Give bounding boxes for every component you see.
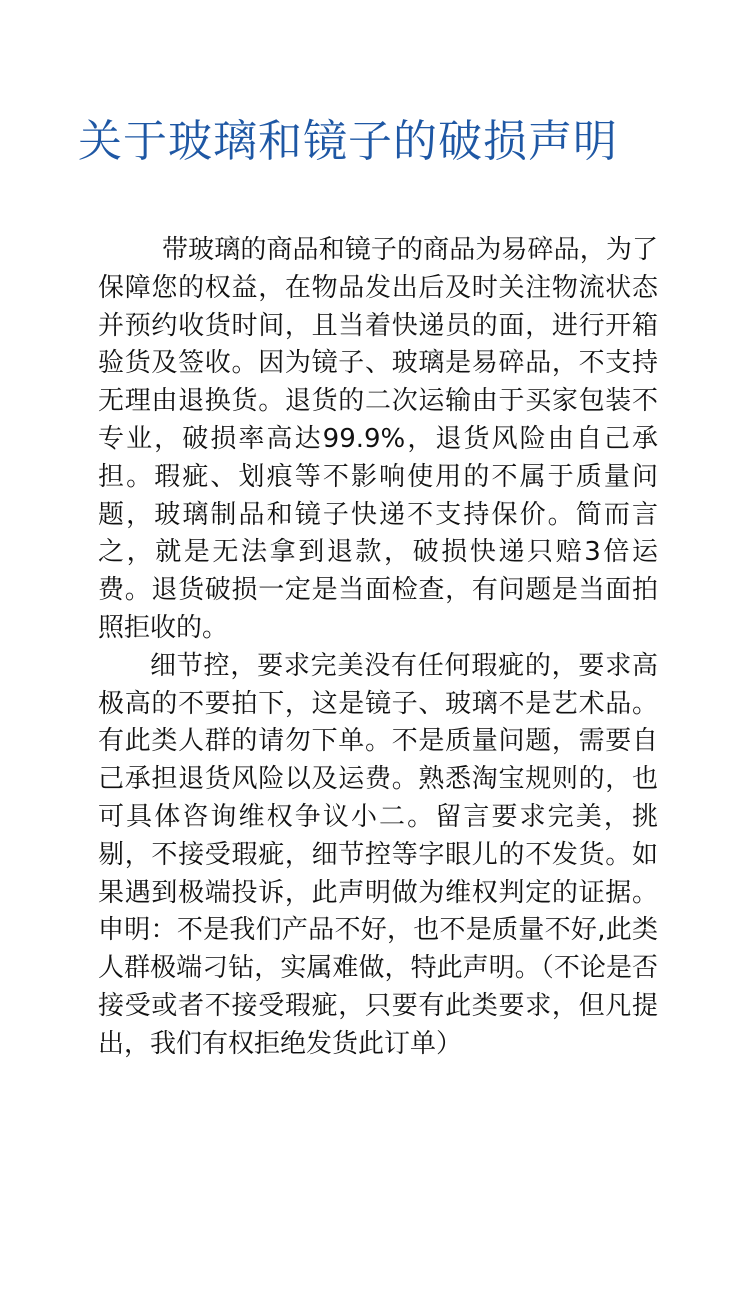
statement-body xyxy=(98,232,658,1064)
statement-paragraph-1: 带玻璃的商品和镜子的商品为易碎品，为了保障您的权益，在物品发出后及时关注物流状态并预约收货时间，且当着快递员的面，进行开箱验货及签收。因为镜子、玻璃是易碎品，不支持无理由退换货。退货的二次运输由于买家包装不专业，破损率高达99.9%，退货风险由自己承担。瑕疵、划痕等不影响使用的不属于质量问题，玻璃制品和镜子快递不支持保价。简而言之，就是无法拿到退款，破损快递只赔3倍运费。退货破损一定是当面检查，有问题是当面拍照拒收的。 xyxy=(98,235,658,643)
statement-title: 关于玻璃和镜子的破损声明 xyxy=(78,116,618,167)
statement-paragraph-2: 细节控，要求完美没有任何瑕疵的，要求高极高的不要拍下，这是镜子、玻璃不是艺术品。有此类人群的请勿下单。不是质量问题，需要自己承担退货风险以及运费。熟悉淘宝规则的，也可具体咨询维权争议小二。留言要求完美，挑剔，不接受瑕疵，细节控等字眼儿的不发货。如果遇到极端投诉，此声明做为维权判定的证据。申明：不是我们产品不好，也不是质量不好,此类人群极端刁钻，实属难做，特此声明。（不论是否接受或者不接受瑕疵，只要有此类要求，但凡提出，我们有权拒绝发货此订单） xyxy=(98,650,658,1059)
